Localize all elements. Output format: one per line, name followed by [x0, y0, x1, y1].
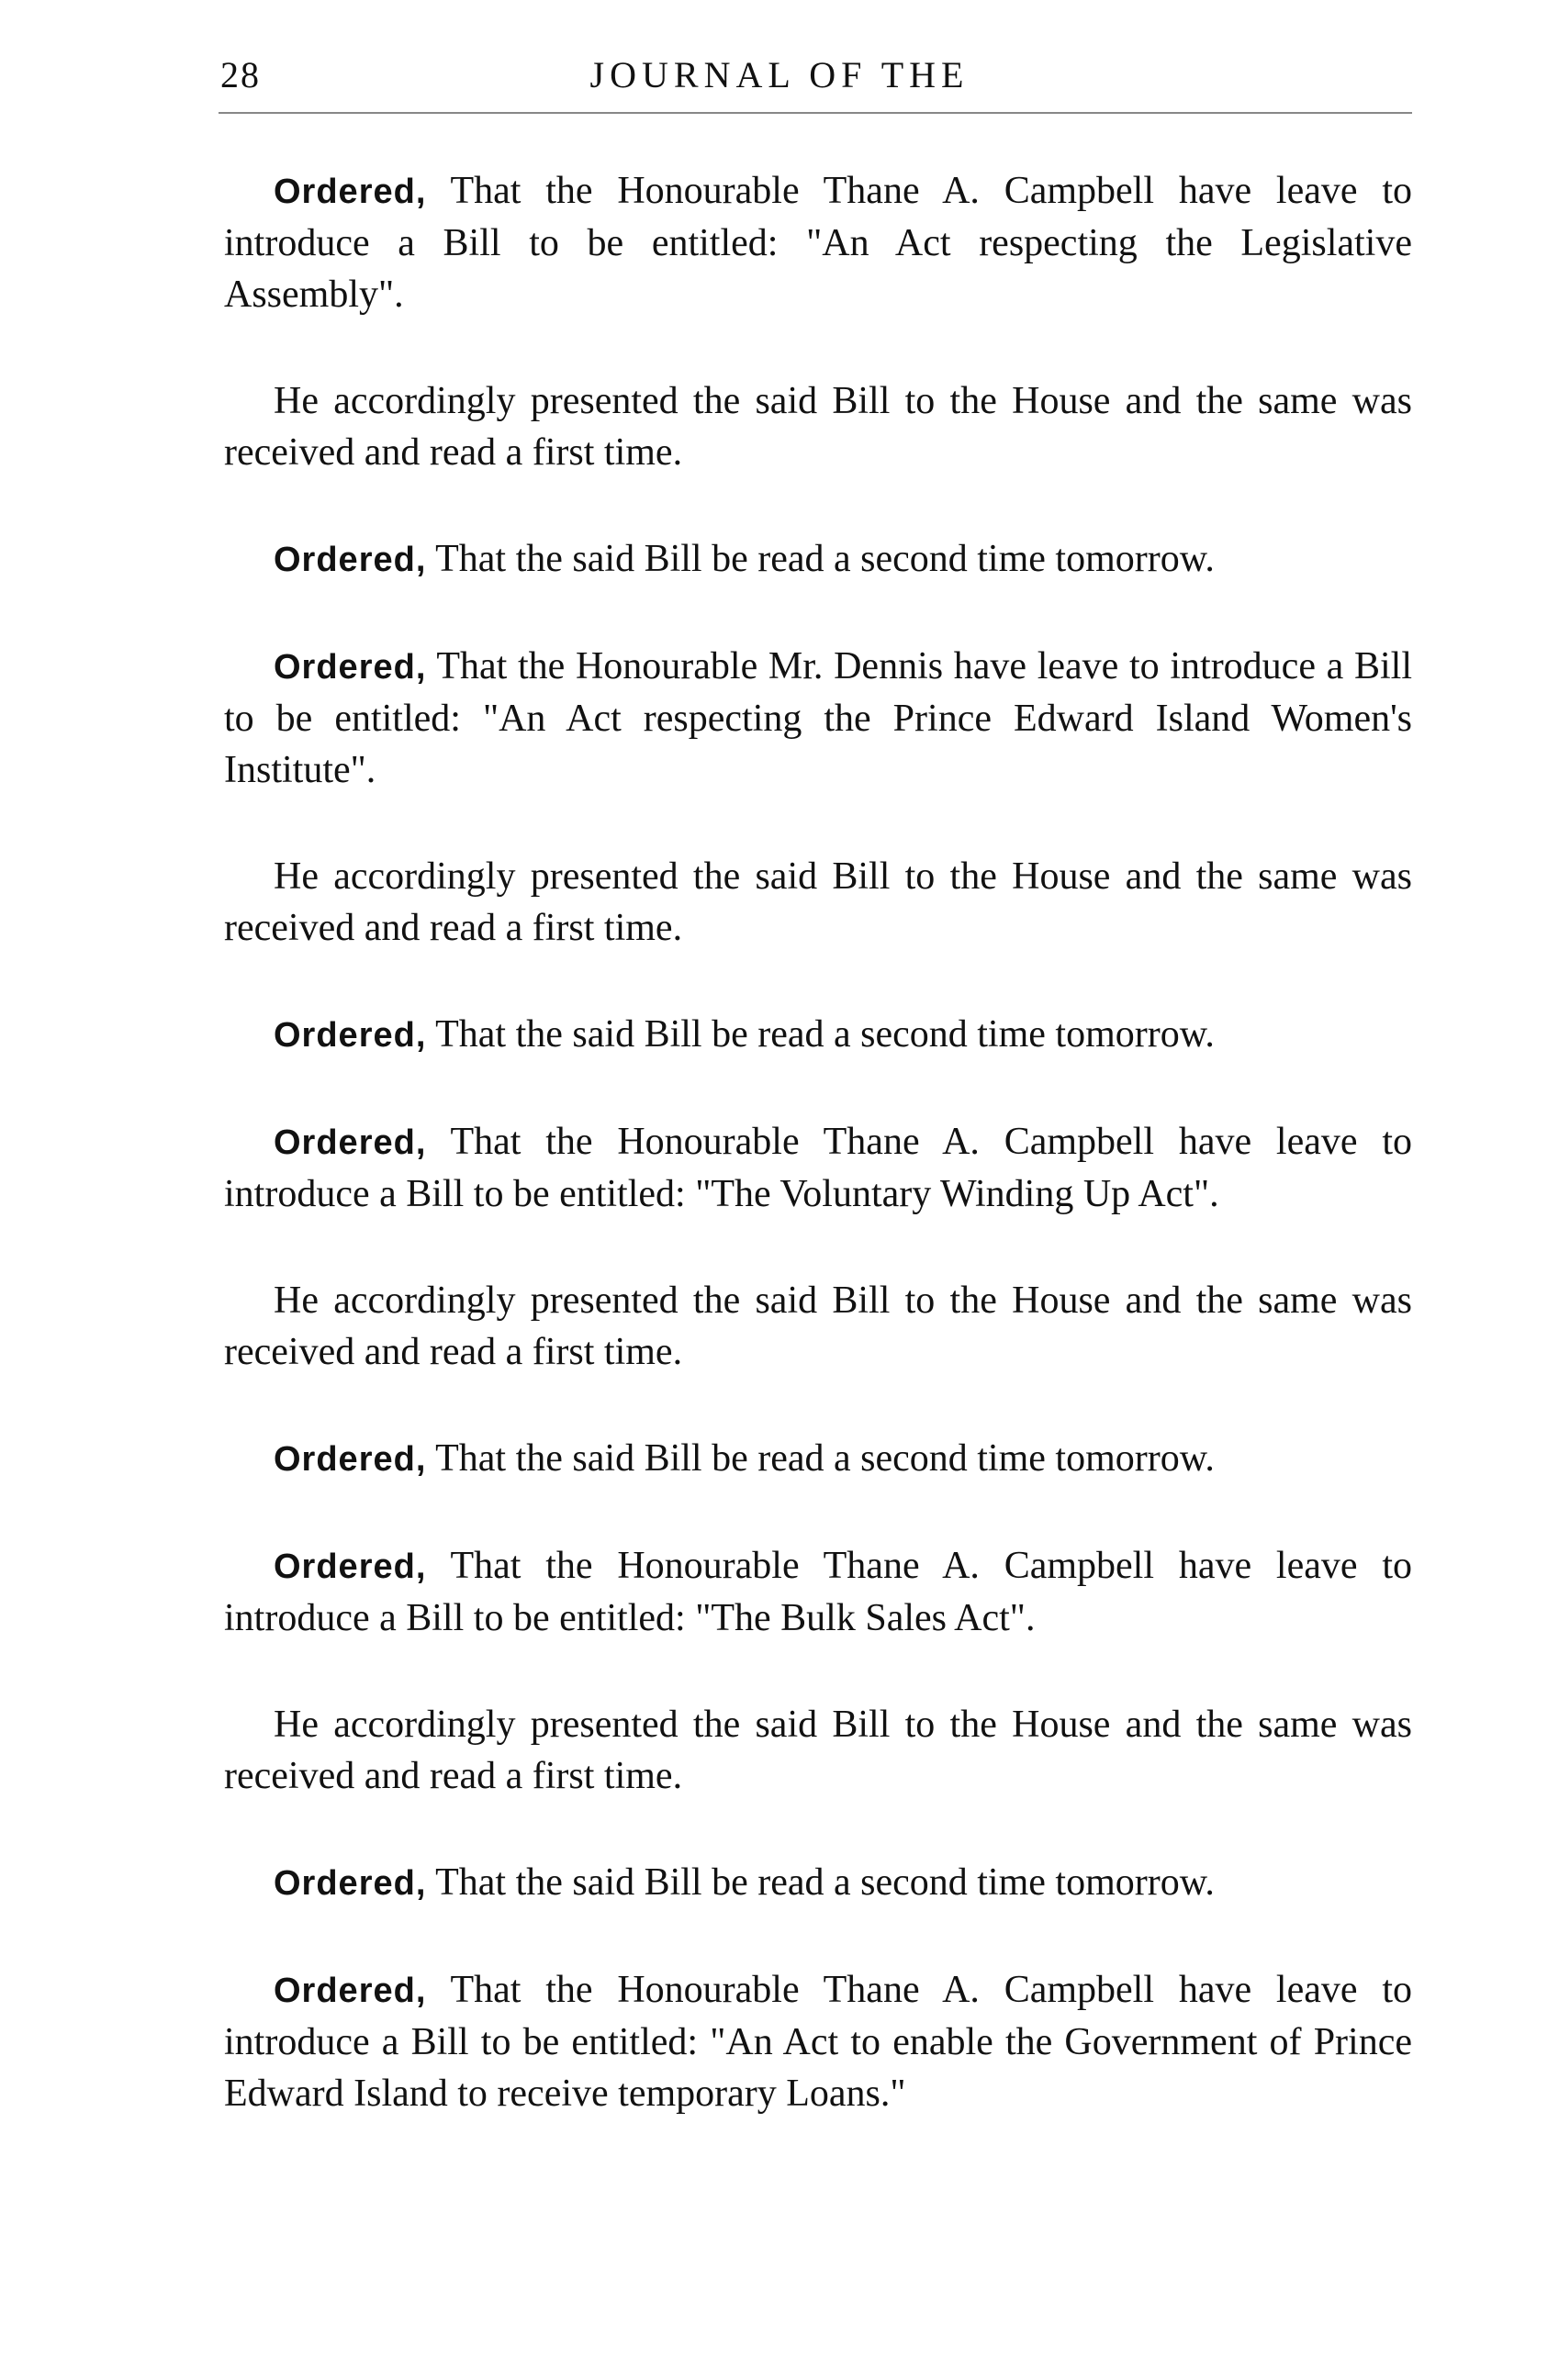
entry-text: That the said Bill be read a second time tomorrow. [426, 1013, 1215, 1056]
entry-text: He accordingly presented the said Bill to the House and the same was received and read a first time. [224, 1279, 1412, 1373]
journal-body [224, 165, 1412, 2174]
ordered-keyword: Ordered, [274, 1016, 427, 1055]
ordered-keyword: Ordered, [274, 1548, 427, 1586]
entry-text: He accordingly presented the said Bill to the House and the same was received and read a first time. [224, 855, 1412, 949]
page-header [0, 53, 1559, 108]
journal-entry [224, 1540, 1412, 1644]
entry-text: That the said Bill be read a second time tomorrow. [426, 1437, 1215, 1480]
ordered-keyword: Ordered, [274, 1123, 427, 1162]
entry-text: That the Honourable Mr. Dennis have leave to introduce a Bill to be entitled: "An Act respecting the Prince Edward Island Women's Institute". [224, 645, 1412, 791]
entry-text: That the said Bill be read a second time tomorrow. [426, 538, 1215, 580]
journal-entry [224, 533, 1412, 586]
journal-entry [224, 851, 1412, 954]
journal-entry [224, 165, 1412, 320]
entry-text: That the Honourable Thane A. Campbell have leave to introduce a Bill to be entitled: "The Bulk Sales Act". [224, 1545, 1412, 1639]
journal-entry [224, 1116, 1412, 1220]
ordered-keyword: Ordered, [274, 1440, 427, 1479]
page-number: 28 [220, 54, 261, 95]
journal-entry [224, 375, 1412, 478]
entry-text: That the Honourable Thane A. Campbell have leave to introduce a Bill to be entitled: "An Act to enable the Government of Prince Edward Island to receive temporary Loans." [224, 1969, 1412, 2115]
entry-text: That the Honourable Thane A. Campbell have leave to introduce a Bill to be entitled: "An Act respecting the Legislative Assembly". [224, 170, 1412, 316]
journal-entry [224, 1009, 1412, 1061]
entry-text: That the Honourable Thane A. Campbell have leave to introduce a Bill to be entitled: "The Voluntary Winding Up Act". [224, 1121, 1412, 1215]
ordered-keyword: Ordered, [274, 648, 427, 687]
ordered-keyword: Ordered, [274, 1972, 427, 2010]
running-head: JOURNAL OF THE [589, 54, 970, 95]
header-rule [219, 112, 1412, 114]
entry-text: That the said Bill be read a second time tomorrow. [426, 1861, 1215, 1904]
entry-text: He accordingly presented the said Bill to the House and the same was received and read a first time. [224, 1704, 1412, 1797]
ordered-keyword: Ordered, [274, 541, 427, 579]
journal-entry [224, 1433, 1412, 1485]
journal-entry [224, 1275, 1412, 1378]
journal-entry [224, 641, 1412, 796]
journal-entry [224, 1699, 1412, 1802]
ordered-keyword: Ordered, [274, 1864, 427, 1903]
journal-entry [224, 1964, 1412, 2119]
ordered-keyword: Ordered, [274, 173, 427, 211]
journal-entry [224, 1857, 1412, 1909]
entry-text: He accordingly presented the said Bill to the House and the same was received and read a first time. [224, 380, 1412, 474]
